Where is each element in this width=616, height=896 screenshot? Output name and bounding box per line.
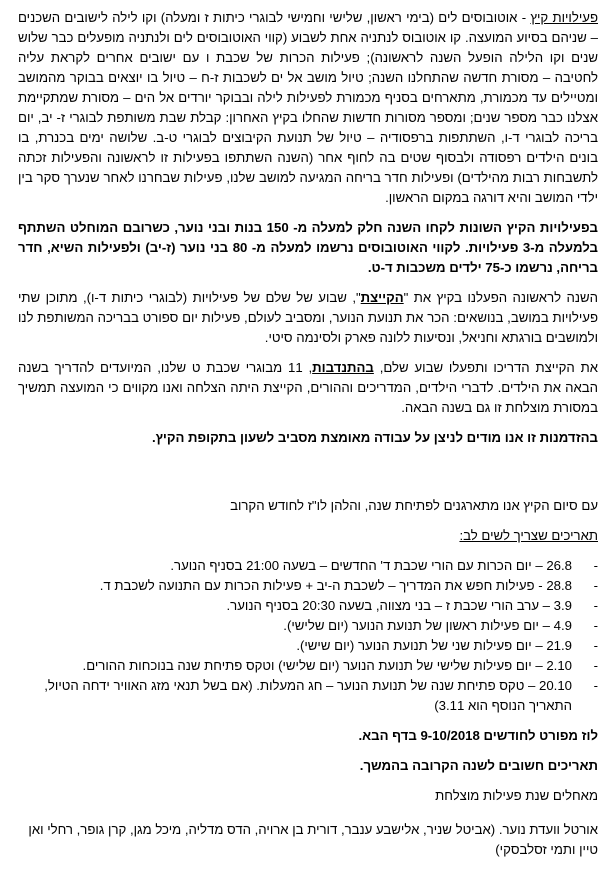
new-year-line: עם סיום הקיץ אנו מתארגנים לפתיחת שנה, והלהן לו"ז לחודש הקרוב xyxy=(230,498,598,513)
date-item: - 2.10 – יום פעילות שלישי של תנועת הנוער (יום שלישי) וטקס פתיחת שנה בנוכחות ההורים. xyxy=(18,656,572,676)
volunteer-term: בהתנדבות xyxy=(312,360,374,375)
dates-list xyxy=(18,556,598,716)
kaytzat-term: הקייצת xyxy=(360,290,404,305)
schedule-note: לוז מפורט לחודשים 9-10/2018 בדף הבא. xyxy=(358,728,598,743)
date-item: - 4.9 – יום פעילות ראשון של תנועת הנוער (יום שלישי). xyxy=(18,616,572,636)
volunteer-paragraph xyxy=(18,358,598,418)
date-item: - 20.10 – טקס פתיחת שנה של תנועת הנוער – חג המעלות. (אם בשל תנאי מזג האוויר ידחה הטיול, התאריך הנוסף הוא 3.11) xyxy=(18,676,572,716)
date-item: - 28.8 - פעילות חפש את המדריך – לשכבת ה-יב + פעילות הכרות עם התנועה לשכבת ד. xyxy=(18,576,572,596)
date-item: - 3.9 – ערב הורי שכבת ז – בני מצווה, בשעה 20:30 בסניף הנוער. xyxy=(18,596,572,616)
summer-text: - אוטובוסים לים (בימי ראשון, שלישי וחמישי לבוגרי כיתות ז ומעלה) וקו לילה לישובים השכנים – שניהם בסיוע המועצה. קו אוטובוס לנתניה אחת לשבוע (קווי האוטובוסים לים ולנתניה מופעלים כבר שלוש שנים וקו הלילה הופעל השנה לראשונה); פעילות הכרות של שכבת ו עם ישובים אחרים לקראת עליה לחטיבה – מסורת חדשה שהתחלנו השנה; טיול מושב אל ים לשכבות ז-ח – טיול בו יוצאים בבוקר מהמושב ומטיילים עד מכמורת, מתארחים בסניף מכמורת לפעילות לילה ובבוקר יורדים אל הים – מסורת שמתקיימת אצלנו כבר מספר שנים; ומספר מסורות חדשות שהחלו בקיץ האחרון: קבלת שבת משותפת לבוגרי ז- יב, יום בריכה לבוגרי ד-ו, השתתפות ברפסודיה – טיול של תנועת הקיבוצים לבוגרי ט-ב. שלושה ימים בכנרת, בו בונים הילדים רפסודה ולבסוף שטים בה לחוף אחר (השנה השתתפו בפעילות זו לראשונה והפעילות זכתה לתשבחות רבות מהילדים) ופעילות חדר בריחה המגיעה למושב שלנו, פעילות שבחרנו לאחר שנערך סקר בין ילדי המושב והיא דורגה במקום הראשון. xyxy=(18,10,598,205)
dates-title: תאריכים שצריך לשים לב: xyxy=(459,528,598,543)
wish-line: מאחלים שנת פעילות מוצלחת xyxy=(435,788,598,803)
summer-title: פעילויות קיץ xyxy=(530,10,598,25)
signature-line: אורטל וועדת נוער. (אביטל שניר, אלישבע ענבר, דורית בן ארויה, הדס מדליה, מיכל מגן, קרן גופר, רחלי ואן טיין ותמי זסלבסקי) xyxy=(28,822,598,857)
date-item: - 21.9 – יום פעילות שני של תנועת הנוער (יום שישי). xyxy=(18,636,572,656)
thanks-paragraph: בהזדמנות זו אנו מודים לניצן על עבודה מאומצת מסביב לשעון בתקופת הקיץ. xyxy=(151,430,598,445)
volunteer-pre: את הקייצת הדריכו ותפעלו שבוע שלם, xyxy=(373,360,598,375)
summer-paragraph xyxy=(18,8,598,208)
kaytzat-paragraph xyxy=(18,288,598,348)
date-item: - 26.8 – יום הכרות עם הורי שכבת ד' החדשים – בשעה 21:00 בסניף הנוער. xyxy=(18,556,572,576)
participation-paragraph: בפעילויות הקיץ השונות לקחו השנה חלק למעלה מ- 150 בנות ובני נוער, כשרובם המוחלט השתתף בלמעלה מ-3 פעילויות. לקווי האוטובוסים נרשמו למעלה מ- 80 בני נוער (ז-יב) ולפעילות השיא, חדר בריחה, נרשמו כ-75 ילדים משכבות ד-ט. xyxy=(18,220,598,275)
kaytzat-post: ", שבוע של שלם של פעילויות (לבוגרי כיתות ד-ו), מתוכן שתי פעילויות במושב, בנושאים: הכר את תנועת הנוער, ומסביב לעולם, פעילות יום ספורט בבריכה המשותפת לנו ולמושבים בורגתא וחניאל, ונסיעות ללונה פארק ולסינמה סיטי. xyxy=(18,290,598,345)
important-dates-note: תאריכים חשובים לשנה הקרובה בהמשך. xyxy=(359,758,598,773)
volunteer-post: , 11 מבוגרי שכבת ט שלנו, המיועדים להדריך בשנה הבאה את הילדים. לדברי הילדים, המדריכים וההורים, הקייצת היתה הצלחה ואנו מקווים כי המועצה תמשיך במסורת מוצלחת זו גם בשנה הבאה. xyxy=(18,360,598,415)
kaytzat-pre: השנה לראשונה הפעלנו בקיץ את " xyxy=(403,290,598,305)
